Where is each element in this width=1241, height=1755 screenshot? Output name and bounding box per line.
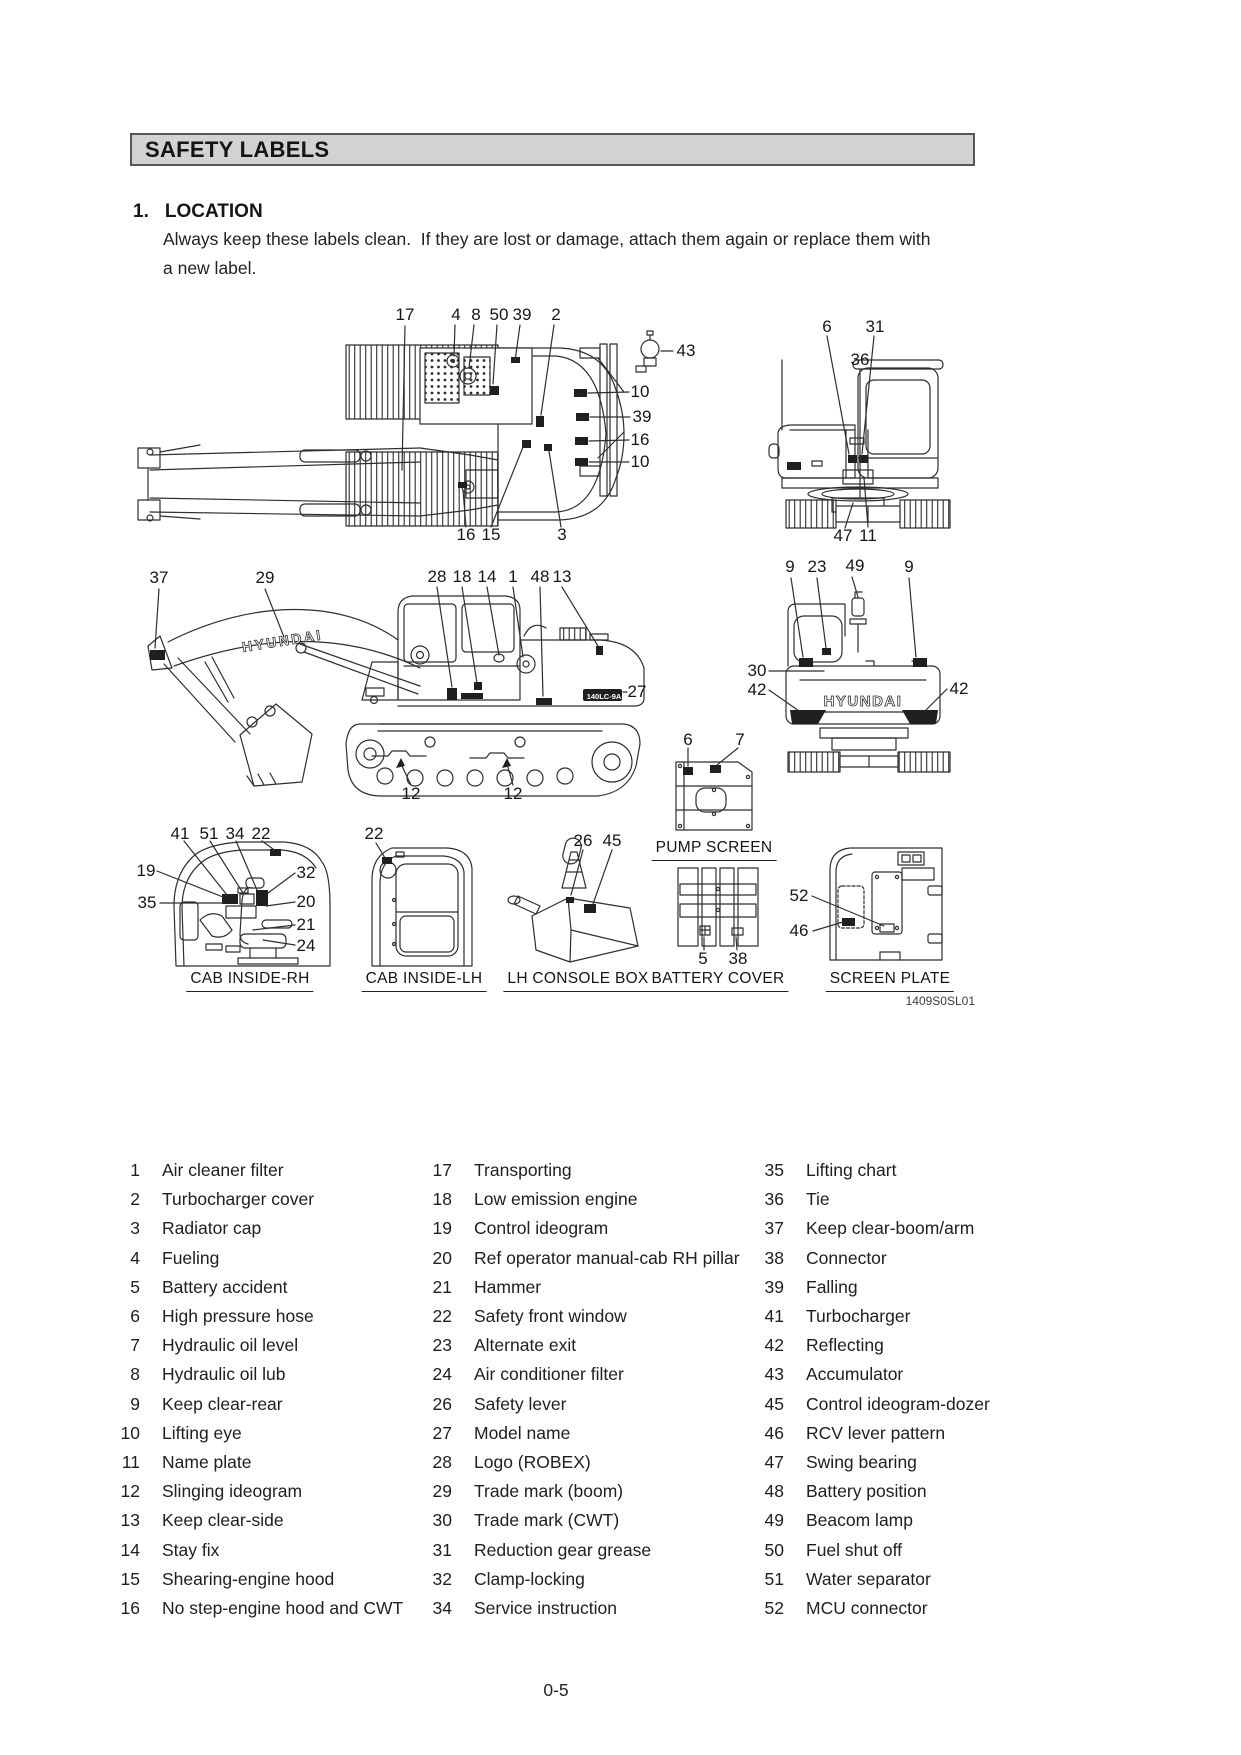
callout-16: 16 (456, 525, 476, 544)
callout-46: 46 (789, 921, 809, 940)
callout-30: 30 (747, 661, 767, 680)
counterweight-brand-logo: HYUNDAI (823, 693, 903, 710)
caption-battery-cover: BATTERY COVER (647, 970, 788, 992)
callout-42: 42 (949, 679, 969, 698)
rear-view-diagram (769, 336, 950, 528)
legend-label: Air conditioner filter (474, 1364, 624, 1385)
legend-number: 18 (432, 1189, 452, 1210)
figure-code: 1409S0SL01 (905, 994, 975, 1008)
legend-number: 20 (432, 1247, 452, 1268)
legend-number: 35 (764, 1160, 784, 1181)
legend-item-46 (754, 1419, 990, 1448)
callout-29: 29 (255, 568, 275, 587)
callout-39: 39 (632, 407, 652, 426)
legend-number: 15 (120, 1568, 140, 1589)
callout-5: 5 (698, 949, 708, 968)
legend-number: 21 (432, 1276, 452, 1297)
callout-21: 21 (296, 915, 316, 934)
legend-number: 51 (764, 1568, 784, 1589)
legend-item-22 (422, 1302, 740, 1331)
screen-plate-diagram (812, 848, 942, 960)
callout-31: 31 (865, 317, 885, 336)
legend-label: Control ideogram-dozer (806, 1393, 990, 1414)
legend-item-13 (110, 1506, 403, 1535)
legend-item-20 (422, 1244, 740, 1273)
section-number: 1. (133, 201, 149, 222)
legend-label: Hydraulic oil level (162, 1335, 299, 1356)
callout-15: 15 (481, 525, 501, 544)
callout-34: 34 (225, 824, 245, 843)
legend-number: 36 (764, 1189, 784, 1210)
legend-label: Logo (ROBEX) (474, 1451, 591, 1472)
legend-label: Stay fix (162, 1539, 220, 1560)
legend-label: Lifting chart (806, 1160, 897, 1181)
legend-item-30 (422, 1506, 740, 1535)
legend-label: High pressure hose (162, 1306, 314, 1327)
callout-32: 32 (296, 863, 316, 882)
legend-item-3 (110, 1214, 403, 1243)
callout-7: 7 (735, 730, 745, 749)
legend-number: 23 (432, 1335, 452, 1356)
legend-number: 3 (130, 1218, 140, 1239)
callout-45: 45 (602, 831, 622, 850)
callout-41: 41 (170, 824, 190, 843)
legend-number: 34 (432, 1597, 452, 1618)
legend-label: Transporting (474, 1160, 572, 1181)
callout-10: 10 (630, 382, 650, 401)
section-body-line-1: Always keep these labels clean. If they are lost or damage, attach them again or replace them with (163, 229, 931, 249)
legend-item-11 (110, 1448, 403, 1477)
callout-24: 24 (296, 936, 316, 955)
legend-number: 7 (130, 1335, 140, 1356)
legend-label: MCU connector (806, 1597, 928, 1618)
legend-label: Connector (806, 1247, 887, 1268)
legend-number: 30 (432, 1510, 452, 1531)
legend-item-39 (754, 1273, 990, 1302)
legend-item-23 (422, 1331, 740, 1360)
legend-number: 13 (120, 1510, 140, 1531)
legend-number: 43 (764, 1364, 784, 1385)
legend-item-1 (110, 1156, 403, 1185)
callout-20: 20 (296, 892, 316, 911)
legend-number: 38 (764, 1247, 784, 1268)
legend-label: Swing bearing (806, 1451, 917, 1472)
legend-label: Model name (474, 1422, 571, 1443)
callout-18: 18 (452, 567, 472, 586)
legend-label: Control ideogram (474, 1218, 609, 1239)
callout-16: 16 (630, 430, 650, 449)
side-view-diagram (148, 587, 644, 796)
caption-lh-console-box: LH CONSOLE BOX (503, 970, 652, 992)
legend-number: 50 (764, 1539, 784, 1560)
caption-cab-inside-rh: CAB INSIDE-RH (186, 970, 313, 992)
legend-label: Service instruction (474, 1597, 617, 1618)
legend-label: Air cleaner filter (162, 1160, 284, 1181)
legend-label: Water separator (806, 1568, 931, 1589)
callout-22: 22 (364, 824, 384, 843)
legend-number: 31 (432, 1539, 452, 1560)
lh-console-box-diagram (508, 836, 638, 962)
legend-item-4 (110, 1244, 403, 1273)
legend-label: Trade mark (CWT) (474, 1510, 620, 1531)
legend-item-5 (110, 1273, 403, 1302)
legend-number: 8 (130, 1364, 140, 1385)
legend-label: Battery accident (162, 1276, 288, 1297)
top-view-diagram (138, 325, 673, 527)
callout-19: 19 (136, 861, 156, 880)
legend-label: Reduction gear grease (474, 1539, 652, 1560)
legend-item-45 (754, 1390, 990, 1419)
legend-label: Beacom lamp (806, 1510, 913, 1531)
legend-item-19 (422, 1214, 740, 1243)
legend-item-2 (110, 1185, 403, 1214)
callout-17: 17 (395, 305, 415, 324)
callout-51: 51 (199, 824, 219, 843)
legend-number: 28 (432, 1451, 452, 1472)
legend-number: 27 (432, 1422, 452, 1443)
legend-number: 45 (764, 1393, 784, 1414)
legend-item-51 (754, 1565, 990, 1594)
legend-item-37 (754, 1214, 990, 1243)
callout-28: 28 (427, 567, 447, 586)
callout-12: 12 (401, 784, 421, 803)
legend-item-32 (422, 1565, 740, 1594)
legend-item-49 (754, 1506, 990, 1535)
cab-inside-rh-diagram (157, 841, 330, 966)
legend-label: Slinging ideogram (162, 1481, 303, 1502)
callout-50: 50 (489, 305, 509, 324)
callout-22: 22 (251, 824, 271, 843)
legend-label: Tie (806, 1189, 830, 1210)
legend-label: Battery position (806, 1481, 927, 1502)
legend-item-35 (754, 1156, 990, 1185)
page-title: SAFETY LABELS (145, 136, 330, 162)
legend-item-24 (422, 1360, 740, 1389)
callout-26: 26 (573, 831, 593, 850)
callout-1: 1 (508, 567, 518, 586)
callout-13: 13 (552, 567, 572, 586)
callout-42: 42 (747, 680, 767, 699)
section-title: LOCATION (164, 201, 263, 222)
legend-item-21 (422, 1273, 740, 1302)
legend-column-3 (754, 1156, 990, 1623)
legend-label: Turbocharger (806, 1306, 911, 1327)
legend-label: Fueling (162, 1247, 220, 1268)
legend-number: 1 (130, 1160, 140, 1181)
legend-label: Hammer (474, 1276, 542, 1297)
legend-item-6 (110, 1302, 403, 1331)
legend-item-43 (754, 1360, 990, 1389)
legend-label: Reflecting (806, 1335, 884, 1356)
legend-item-12 (110, 1477, 403, 1506)
legend-label: Name plate (162, 1451, 252, 1472)
caption-cab-inside-lh: CAB INSIDE-LH (362, 970, 487, 992)
legend-number: 29 (432, 1481, 452, 1502)
legend-label: Fuel shut off (806, 1539, 902, 1560)
legend-label: Keep clear-boom/arm (806, 1218, 975, 1239)
callout-9: 9 (904, 557, 914, 576)
legend-number: 11 (121, 1451, 140, 1472)
callout-12: 12 (503, 784, 523, 803)
legend-item-16 (110, 1594, 403, 1623)
pump-screen-diagram (676, 748, 752, 830)
legend-item-8 (110, 1360, 403, 1389)
legend-number: 42 (764, 1335, 784, 1356)
legend-number: 52 (764, 1597, 784, 1618)
callout-49: 49 (845, 556, 865, 575)
legend-number: 41 (764, 1306, 784, 1327)
legend-label: Trade mark (boom) (474, 1481, 624, 1502)
legend-number: 24 (432, 1364, 452, 1385)
legend-number: 5 (130, 1276, 140, 1297)
legend-label: Low emission engine (474, 1189, 638, 1210)
callout-38: 38 (728, 949, 748, 968)
legend-label: Falling (806, 1276, 858, 1297)
callout-8: 8 (471, 305, 481, 324)
legend-item-17 (422, 1156, 740, 1185)
callout-35: 35 (137, 893, 157, 912)
legend-number: 22 (432, 1306, 452, 1327)
legend-item-41 (754, 1302, 990, 1331)
legend-item-36 (754, 1185, 990, 1214)
page-number: 0-5 (543, 1680, 569, 1700)
legend-number: 47 (764, 1451, 784, 1472)
legend-label: Clamp-locking (474, 1568, 585, 1589)
legend-item-28 (422, 1448, 740, 1477)
section-body-line-2: a new label. (163, 258, 257, 278)
legend-number: 6 (130, 1306, 140, 1327)
callout-6: 6 (683, 730, 693, 749)
counterweight-rear-diagram (769, 577, 950, 772)
legend-number: 39 (764, 1276, 784, 1297)
legend-item-15 (110, 1565, 403, 1594)
callout-3: 3 (557, 525, 567, 544)
callout-37: 37 (149, 568, 169, 587)
legend-label: RCV lever pattern (806, 1422, 946, 1443)
legend-label: No step-engine hood and CWT (162, 1597, 404, 1618)
legend-number: 26 (432, 1393, 452, 1414)
legend-label: Alternate exit (474, 1335, 577, 1356)
legend-number: 19 (432, 1218, 452, 1239)
callout-4: 4 (451, 305, 461, 324)
legend-item-52 (754, 1594, 990, 1623)
legend-label: Keep clear-side (162, 1510, 284, 1531)
callout-47: 47 (833, 526, 853, 545)
legend-label: Shearing-engine hood (162, 1568, 335, 1589)
caption-screen-plate: SCREEN PLATE (826, 970, 954, 992)
legend-number: 9 (130, 1393, 140, 1414)
legend-label: Safety lever (474, 1393, 567, 1414)
legend-number: 10 (120, 1422, 140, 1443)
legend-item-14 (110, 1535, 403, 1564)
legend-item-47 (754, 1448, 990, 1477)
cab-inside-lh-diagram (372, 843, 472, 966)
callout-9: 9 (785, 557, 795, 576)
legend-label: Turbocharger cover (162, 1189, 315, 1210)
caption-pump-screen: PUMP SCREEN (652, 839, 777, 861)
callout-52: 52 (789, 886, 809, 905)
callout-43: 43 (676, 341, 696, 360)
legend-item-42 (754, 1331, 990, 1360)
legend-item-26 (422, 1390, 740, 1419)
legend-label: Hydraulic oil lub (162, 1364, 286, 1385)
legend-item-48 (754, 1477, 990, 1506)
legend-number: 12 (120, 1481, 140, 1502)
callout-27: 27 (627, 682, 647, 701)
callout-36: 36 (850, 350, 870, 369)
battery-cover-diagram (678, 868, 758, 950)
legend-number: 14 (120, 1539, 140, 1560)
legend-item-27 (422, 1419, 740, 1448)
legend-item-50 (754, 1535, 990, 1564)
legend-item-9 (110, 1390, 403, 1419)
legend-number: 32 (432, 1568, 452, 1589)
legend-label: Lifting eye (162, 1422, 242, 1443)
side-view-model-name-label: 140LC-9A (586, 692, 622, 701)
legend-item-10 (110, 1419, 403, 1448)
legend-item-34 (422, 1594, 740, 1623)
legend-number: 4 (130, 1247, 140, 1268)
legend-item-7 (110, 1331, 403, 1360)
legend-number: 16 (120, 1597, 140, 1618)
legend-column-1 (110, 1156, 403, 1623)
legend-number: 37 (764, 1218, 784, 1239)
callout-39: 39 (512, 305, 532, 324)
legend-number: 48 (764, 1481, 784, 1502)
legend-number: 46 (764, 1422, 784, 1443)
legend-label: Safety front window (474, 1306, 627, 1327)
legend-item-18 (422, 1185, 740, 1214)
boom-brand-logo: HYUNDAI (240, 626, 324, 655)
callout-23: 23 (807, 557, 827, 576)
callout-48: 48 (530, 567, 550, 586)
legend-item-31 (422, 1535, 740, 1564)
callout-6: 6 (822, 317, 832, 336)
legend-label: Radiator cap (162, 1218, 262, 1239)
legend-label: Accumulator (806, 1364, 904, 1385)
legend-item-38 (754, 1244, 990, 1273)
legend-column-2 (422, 1156, 740, 1623)
legend-label: Keep clear-rear (162, 1393, 283, 1414)
callout-11: 11 (859, 526, 877, 545)
callout-14: 14 (477, 567, 497, 586)
legend-number: 17 (432, 1160, 452, 1181)
callout-10: 10 (630, 452, 650, 471)
legend-number: 49 (764, 1510, 784, 1531)
legend-item-29 (422, 1477, 740, 1506)
legend-label: Ref operator manual-cab RH pillar (474, 1247, 740, 1268)
legend-number: 2 (130, 1189, 140, 1210)
callout-2: 2 (551, 305, 561, 324)
